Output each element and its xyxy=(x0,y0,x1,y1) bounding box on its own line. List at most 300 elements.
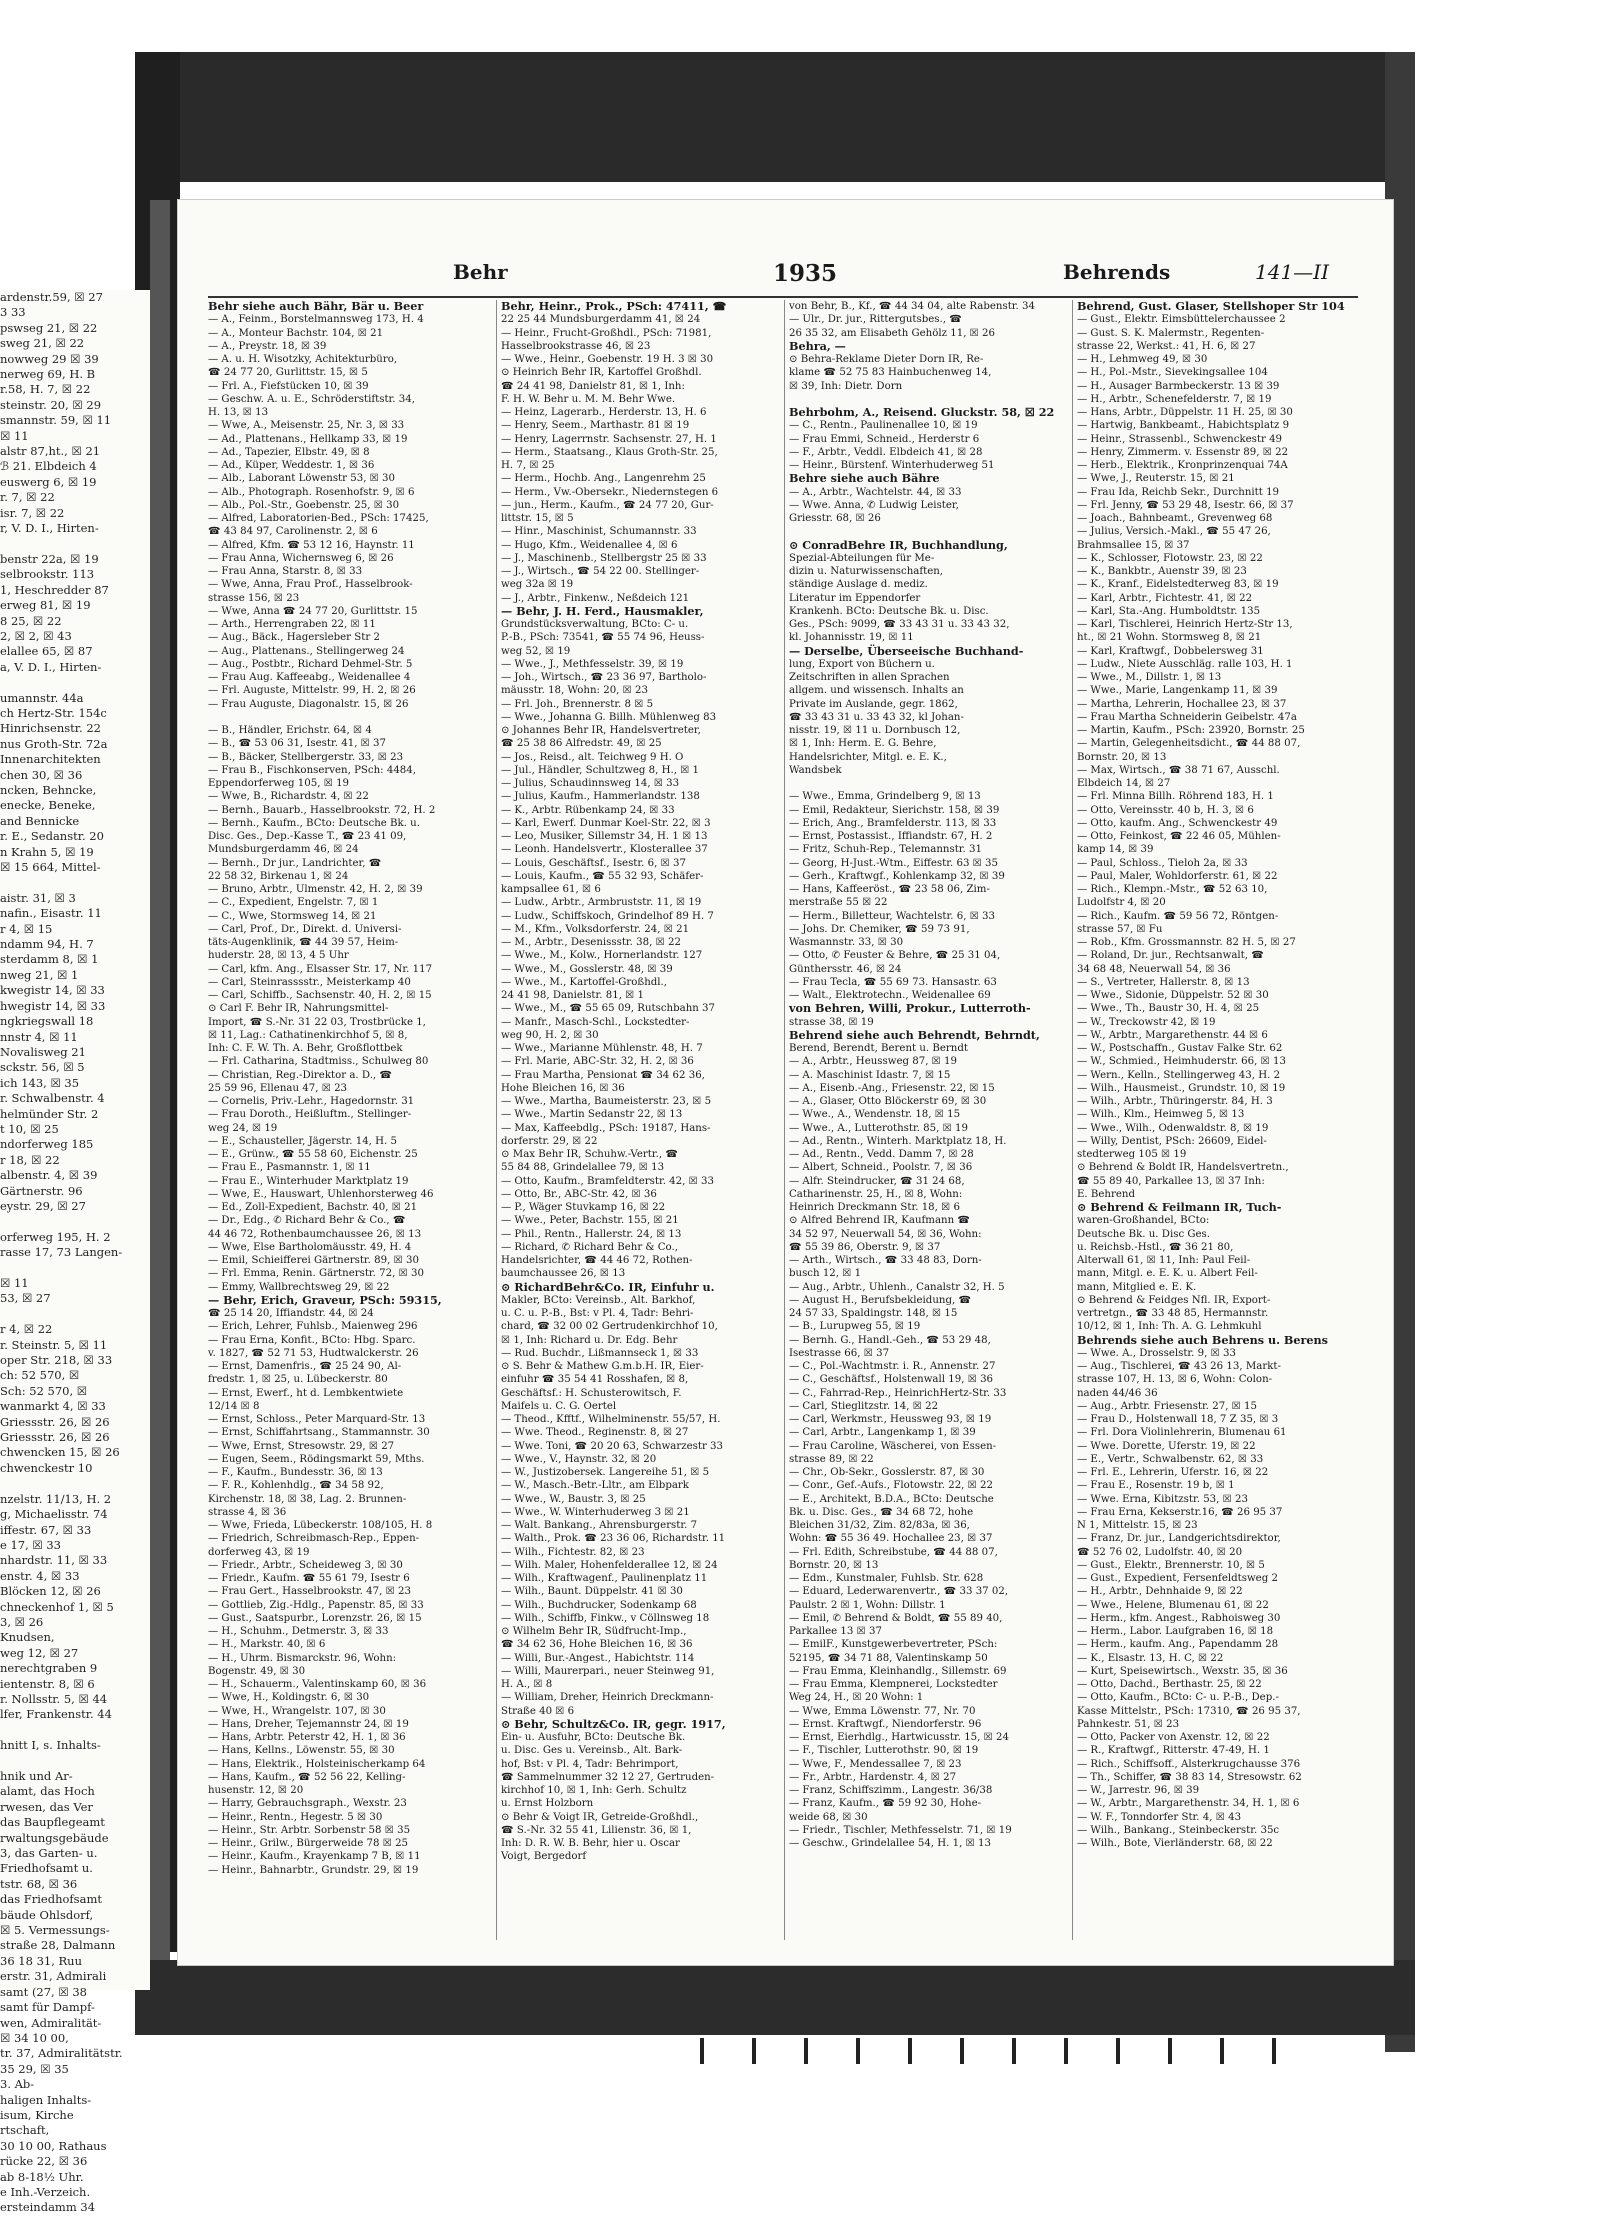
directory-entry-line: — Rud. Buchdr., Lißmannseck 1, ☒ 33 xyxy=(501,1347,699,1359)
directory-entry-line: — C., Geschäftsf., Holstenwall 19, ☒ 36 xyxy=(789,1374,994,1386)
directory-entry-line: busch 12, ☒ 1 xyxy=(789,1268,862,1280)
directory-entry-line: — Fritz, Schuh-Rep., Telemannstr. 31 xyxy=(789,844,982,856)
directory-entry-line: vertretgn., ☎ 33 48 85, Hermannstr. xyxy=(1077,1308,1269,1319)
directory-entry-line: Geschäftsf.: H. Schusterowitsch, F. xyxy=(501,1387,682,1399)
directory-entry-line: — Hans, Arbtr., Düppelstr. 11 H. 25, ☒ 30 xyxy=(1077,407,1293,418)
directory-entry-line: — W., Postschaffn., Gustav Falke Str. 62 xyxy=(1077,1043,1283,1054)
left-page-line: Griessstr. 26, ☒ 26 xyxy=(0,1414,110,1429)
directory-entry-line: — W., Arbtr., Margarethenstr. 44 ☒ 6 xyxy=(1077,1029,1268,1041)
directory-entry-line: — Gust., Elektr., Brennerstr. 10, ☒ 5 xyxy=(1077,1559,1265,1571)
directory-entry-line: — Hans, Kaffeeröst., ☎ 23 58 06, Zim- xyxy=(789,884,990,895)
directory-entry-line: — Wwe. Toni, ☎ 20 20 63, Schwarzestr 33 xyxy=(501,1440,724,1452)
directory-entry-line: — Wilh., Klm., Heimweg 5, ☒ 13 xyxy=(1077,1109,1245,1121)
directory-entry-line: — W., Jarrestr. 96, ☒ 39 xyxy=(1077,1785,1200,1796)
directory-entry-line: — E., Grünw., ☎ 55 58 60, Eichenstr. 25 xyxy=(208,1149,418,1160)
directory-entry-line: — B., Händler, Erichstr. 64, ☒ 4 xyxy=(208,725,372,736)
directory-entry-line: ⊙ Max Behr IR, Schuhw.-Vertr., ☎ xyxy=(501,1149,679,1160)
directory-entry-line: — Wwe. Erna, Kibitzstr. 53, ☒ 23 xyxy=(1077,1493,1248,1505)
directory-entry-line: — J., Wirtsch., ☎ 54 22 00. Stellinger- xyxy=(501,566,700,577)
left-page-line: Blöcken 12, ☒ 26 xyxy=(0,1584,101,1599)
directory-entry-line: — Wilh., Bankang., Steinbeckerstr. 35c xyxy=(1077,1824,1280,1836)
left-page-line: benstr 22a, ☒ 19 xyxy=(0,551,99,566)
directory-entry-line: von Behren, Willi, Prokur., Lutterroth- xyxy=(789,1001,1031,1016)
directory-entry-line: — Christian, Reg.-Direktor a. D., ☎ xyxy=(208,1069,393,1081)
left-page-line: das Friedhofsamt xyxy=(0,1892,102,1907)
directory-entry-line: Pahnkestr. 51, ☒ 23 xyxy=(1077,1718,1180,1730)
left-page-line: ncken, Behncke, xyxy=(0,783,97,797)
left-page-line: pswseg 21, ☒ 22 xyxy=(0,320,98,335)
left-page-line xyxy=(0,1307,150,1322)
directory-entry-line: — Wwe, B., Richardstr. 4, ☒ 22 xyxy=(208,791,369,803)
left-page-line: nus Groth-Str. 72a xyxy=(0,736,108,751)
left-page-line: n Krahn 5, ☒ 19 xyxy=(0,844,94,859)
directory-entry-line: — Wwe., M., Dillstr. 1, ☒ 13 xyxy=(1077,672,1222,683)
directory-entry-line: — C., Pol.-Wachtmstr. i. R., Annenstr. 27 xyxy=(789,1361,996,1372)
directory-entry-line: — B., Bäcker, Stellbergerstr. 33, ☒ 23 xyxy=(208,751,404,763)
directory-entry-line: — Otto, Feinkost, ☎ 22 46 05, Mühlen- xyxy=(1077,831,1281,842)
directory-entry-line: — F., Tischler, Lutterothstr. 90, ☒ 19 xyxy=(789,1745,979,1757)
directory-entry-line: — J., Arbtr., Finkenw., Neßdeich 121 xyxy=(501,592,690,604)
directory-entry-line: — Frau E., Winterhuder Marktplatz 19 xyxy=(208,1175,409,1187)
left-page-line: 53, ☒ 27 xyxy=(0,1291,51,1306)
directory-entry-line: — Hans, Kellns., Löwenstr. 55, ☒ 30 xyxy=(208,1745,395,1757)
left-page-line: 3, ☒ 26 xyxy=(0,1614,44,1629)
directory-entry-line: — Eduard, Lederwarenvertr., ☎ 33 37 02, xyxy=(789,1586,1009,1598)
film-sprocket-marks xyxy=(700,2038,1400,2068)
directory-entry-line: ⊙ Behr, Schultz&Co. IR, gegr. 1917, xyxy=(501,1716,726,1731)
directory-entry-line: — Otto, ✆ Feuster & Behre, ☎ 25 31 04, xyxy=(789,950,1001,962)
left-page-line: ientenstr. 8, ☒ 6 xyxy=(0,1676,95,1691)
previous-page-strip xyxy=(0,290,150,2215)
directory-entry-line: — Emil, ✆ Behrend & Boldt, ☎ 55 89 40, xyxy=(789,1612,1003,1624)
directory-entry-line: — Hartwig, Bankbeamt., Habichtsplatz 9 xyxy=(1077,420,1290,432)
directory-entry-line: täts-Augenklinik, ☎ 44 39 57, Heim- xyxy=(208,937,399,948)
left-page-line: ardenstr.59, ☒ 27 xyxy=(0,290,103,304)
directory-entry-line: — Wilh., Arbtr., Thüringerstr. 84, H. 3 xyxy=(1077,1096,1273,1107)
left-page-line: ab 8-18½ Uhr. xyxy=(0,2169,84,2184)
directory-entry-line: — Aug., Postbtr., Richard Dehmel-Str. 5 xyxy=(208,658,413,670)
directory-entry-line: Bornstr. 20, ☒ 13 xyxy=(1077,751,1167,763)
left-page-line: steinstr. 20, ☒ 29 xyxy=(0,397,102,412)
directory-entry-line: — Hugo, Kfm., Weidenallee 4, ☒ 6 xyxy=(501,539,678,551)
directory-entry-line: — Leonh. Handelsvertr., Klosterallee 37 xyxy=(501,844,708,856)
directory-entry-line: — Frl. Dora Violinlehrerin, Blumenau 61 xyxy=(1077,1427,1287,1439)
left-page-line: oper Str. 218, ☒ 33 xyxy=(0,1353,113,1368)
left-page-line: alamt, das Hoch xyxy=(0,1784,95,1799)
directory-entry-line: — Heinr., Kaufm., Krayenkamp 7 B, ☒ 11 xyxy=(208,1851,421,1863)
directory-entry-line: — William, Dreher, Heinrich Dreckmann- xyxy=(501,1692,714,1704)
directory-entry-line: — Harry, Gebrauchsgraph., Wexstr. 23 xyxy=(208,1798,407,1810)
left-page-line: haligen Inhalts- xyxy=(0,2092,92,2107)
directory-entry-line: dorferweg 43, ☒ 19 xyxy=(208,1546,310,1558)
directory-entry-line xyxy=(789,777,1067,790)
directory-entry-line: — Otto, kaufm. Ang., Schwenckestr 49 xyxy=(1077,817,1278,829)
directory-entry-line: — Franz, Dr. jur., Landgerichtsdirektor, xyxy=(1077,1533,1281,1545)
directory-entry-line: — Wilh., Bote, Vierländerstr. 68, ☒ 22 xyxy=(1077,1838,1273,1849)
directory-entry-line: Elbdeich 14, ☒ 27 xyxy=(1077,778,1171,789)
directory-entry-line: ⊙ Behrend & Boldt IR, Handelsvertretn., xyxy=(1077,1162,1289,1174)
directory-entry-line: — Rob., Kfm. Grossmannstr. 82 H. 5, ☒ 27 xyxy=(1077,937,1296,948)
directory-entry-line: — A., Feinm., Borstelmannsweg 173, H. 4 xyxy=(208,314,424,326)
column-2 xyxy=(496,300,779,1940)
directory-entry-line: Import, ☎ S.-Nr. 31 22 03, Trostbrücke 1, xyxy=(208,1016,426,1028)
directory-entry-line: — Herm., Billetteur, Wachtelstr. 6, ☒ 33 xyxy=(789,910,996,922)
directory-entry-line: — Frau Erna, Konfit., BCto: Hbg. Sparc. xyxy=(208,1334,416,1346)
directory-entry-line: — Wilh. Maler, Hohenfelderallee 12, ☒ 24 xyxy=(501,1559,718,1571)
directory-entry-line: — Cornelis, Priv.-Lehr., Hagedornstr. 31 xyxy=(208,1096,415,1107)
directory-entry-line: — Herm., Hochb. Ang., Langenrehm 25 xyxy=(501,473,706,485)
directory-entry-line: — Friedrich, Schreibmasch-Rep., Eppen- xyxy=(208,1533,420,1545)
directory-entry-line: — Otto, Kaufm., Bramfeldterstr. 42, ☒ 33 xyxy=(501,1175,714,1187)
directory-entry-line: ⊙ ConradBehre IR, Buchhandlung, xyxy=(789,537,1008,552)
directory-entry-line: H. 13, ☒ 13 xyxy=(208,407,269,418)
directory-entry-line: — Heinr., Bahnarbtr., Grundstr. 29, ☒ 19 xyxy=(208,1864,419,1876)
directory-entry-line: — Willy, Dentist, PSch: 26609, Eidel- xyxy=(1077,1135,1267,1147)
directory-entry-line: — Frau Ida, Reichb Sekr., Durchnitt 19 xyxy=(1077,486,1280,498)
directory-entry-line: — Chr., Ob-Sekr., Gosslerstr. 87, ☒ 30 xyxy=(789,1467,985,1478)
left-page-line: chneckenhof 1, ☒ 5 xyxy=(0,1599,114,1614)
directory-entry-line: Wohn: ☎ 55 36 49. Hochallee 23, ☒ 37 xyxy=(789,1533,993,1545)
left-page-line xyxy=(0,1476,150,1491)
left-page-line: nzelstr. 11/13, H. 2 xyxy=(0,1491,112,1506)
directory-entry-line: — Frl. Jenny, ☎ 53 29 48, Isestr. 66, ☒ 37 xyxy=(1077,499,1294,511)
directory-entry-line: Weg 24, H., ☒ 20 Wohn: 1 xyxy=(789,1692,924,1704)
directory-entry-line: strasse 89, ☒ 22 xyxy=(789,1453,874,1465)
directory-entry-line: — Carl, Prof., Dr., Direkt. d. Universi- xyxy=(208,923,402,935)
directory-entry-line: Zeitschriften in allen Sprachen xyxy=(789,672,950,683)
directory-entry-line: — Wwe., Emma, Grindelberg 9, ☒ 13 xyxy=(789,791,981,803)
left-page-line: smannstr. 59, ☒ 11 xyxy=(0,413,112,428)
directory-entry-line: — Alb., Pol.-Str., Goebenstr. 25, ☒ 30 xyxy=(208,499,400,511)
directory-entry-line: — A., Glaser, Otto Blöckerstr 69, ☒ 30 xyxy=(789,1096,987,1107)
directory-entry-line: ⊙ Behra-Reklame Dieter Dorn IR, Re- xyxy=(789,354,984,365)
directory-entry-line: — Bernh., Bauarb., Hasselbrookstr. 72, H. 2 xyxy=(208,804,436,816)
directory-entry-line: — Heinr., Frucht-Großhdl., PSch: 71981, xyxy=(501,327,712,339)
directory-entry-line: — Wwe., Marianne Mühlenstr. 48, H. 7 xyxy=(501,1043,703,1054)
directory-entry-line: — E., Schausteller, Jägerstr. 14, H. 5 xyxy=(208,1135,397,1147)
directory-entry-line: ☎ Sammelnummer 32 12 27, Gertruden- xyxy=(501,1771,715,1783)
directory-entry-line: F. H. W. Behr u. M. M. Behr Wwe. xyxy=(501,393,676,405)
directory-entry-line: 22 58 32, Birkenau 1, ☒ 24 xyxy=(208,870,349,882)
left-page-line: wen, Admiralität- xyxy=(0,2015,102,2030)
left-page-line: Hinrichsenstr. 22 xyxy=(0,721,101,736)
directory-entry-line: — Julius, Kaufm., Hammerlandstr. 138 xyxy=(501,791,700,803)
directory-entry-line: — Herm., Staatsang., Klaus Groth-Str. 25, xyxy=(501,446,718,458)
directory-entry-line: — Ernst, Ewerf., ht d. Lembkentwiete xyxy=(208,1387,404,1399)
directory-entry-line: E. Behrend xyxy=(1077,1188,1135,1200)
directory-entry-line: — Hans, Dreher, Tejemannstr 24, ☒ 19 xyxy=(208,1718,409,1730)
directory-entry-line: — Wwe, Else Bartholomäusstr. 49, H. 4 xyxy=(208,1241,412,1253)
directory-entry-line: — Walt., Elektrotechn., Weidenallee 69 xyxy=(789,990,991,1001)
left-page-line xyxy=(0,1214,150,1229)
column-4 xyxy=(1072,300,1355,1940)
directory-entry-line: — Ad., Rentn., Winterh. Marktplatz 18, H. xyxy=(789,1135,1007,1147)
directory-entry-line: Hasselbrookstrasse 46, ☒ 23 xyxy=(501,340,651,352)
left-page-line: Innenarchitekten xyxy=(0,752,101,767)
left-page-line: rücke 22, ☒ 36 xyxy=(0,2154,88,2169)
left-page-line: r. 7, ☒ 22 xyxy=(0,490,55,505)
directory-entry-line: Behr siehe auch Bähr, Bär u. Beer xyxy=(208,299,424,313)
directory-entry-line: — Franz, Kaufm., ☎ 59 92 30, Hohe- xyxy=(789,1798,982,1810)
left-page-line: ndamm 94, H. 7 xyxy=(0,937,94,952)
directory-entry-line: — Ernst. Kraftwgf., Niendorferstr. 96 xyxy=(789,1718,982,1730)
directory-entry-line: — Willi, Bur.-Angest., Habichtstr. 114 xyxy=(501,1652,695,1664)
directory-entry-line: — W., Treckowstr 42, ☒ 19 xyxy=(1077,1016,1216,1028)
directory-entry-line: — Heinr., Grilw., Bürgerweide 78 ☒ 25 xyxy=(208,1838,409,1849)
directory-entry-line: — Friedr., Tischler, Methfesselstr. 71, ☒ 19 xyxy=(789,1824,1012,1836)
directory-entry-line: — A., Arbtr., Wachtelstr. 44, ☒ 33 xyxy=(789,486,962,498)
directory-entry-line: — Eugen, Seem., Rödingsmarkt 59, Mths. xyxy=(208,1453,425,1465)
directory-entry-line: hof, Bst: v Pl. 4, Tadr: Behrimport, xyxy=(501,1758,679,1770)
directory-entry-line: — Frl. E., Lehrerin, Uferstr. 16, ☒ 22 xyxy=(1077,1467,1269,1478)
directory-entry-line: — Frau Anna, Starstr. 8, ☒ 33 xyxy=(208,566,363,577)
directory-entry-line: — August H., Berufsbekleidung, ☎ xyxy=(789,1294,972,1306)
left-page-line: selbrookstr. 113 xyxy=(0,567,95,582)
film-frame-bottom xyxy=(135,1960,1415,2035)
directory-entry-line: mann, Mitgl. e. E. K. u. Albert Feil- xyxy=(1077,1268,1258,1280)
directory-entry-line: — Frl. Minna Billh. Röhrend 183, H. 1 xyxy=(1077,791,1274,803)
directory-entry-line: — Ulr., Dr. jur., Rittergutsbes., ☎ xyxy=(789,314,962,326)
left-page-line: r. E., Sedanstr. 20 xyxy=(0,829,104,844)
directory-entry-line: Bleichen 31/32, Zim. 82/83a, ☒ 36, xyxy=(789,1520,970,1531)
directory-entry-line: — Frl. Emma, Renin. Gärtnerstr. 72, ☒ 30 xyxy=(208,1268,424,1280)
directory-entry-line: weide 68, ☒ 30 xyxy=(789,1811,868,1823)
directory-entry-line: Literatur im Eppendorfer xyxy=(789,592,921,604)
directory-entry-line: merstraße 55 ☒ 22 xyxy=(789,897,888,909)
directory-entry-line xyxy=(208,711,486,724)
directory-entry-line: — Henry, Seem., Marthastr. 81 ☒ 19 xyxy=(501,420,690,432)
directory-entry-line: — Aug., Plattenans., Stellingerweg 24 xyxy=(208,645,405,657)
left-page-line: erstr. 31, Admirali xyxy=(0,1969,107,1984)
directory-entry-line: — Wwe, Ernst, Stresowstr. 29, ☒ 27 xyxy=(208,1440,395,1452)
directory-entry-line: — Gust. S. K. Malermstr., Regenten- xyxy=(1077,327,1265,339)
directory-entry-line: — Albert, Schneid., Poolstr. 7, ☒ 36 xyxy=(789,1162,973,1174)
header-year: 1935 xyxy=(773,260,838,287)
left-page-line: ℬ 21. Elbdeich 4 xyxy=(0,459,97,474)
left-page-line: ich 143, ☒ 35 xyxy=(0,1075,80,1090)
directory-entry-line: Kirchenstr. 18, ☒ 38, Lag. 2. Brunnen- xyxy=(208,1493,407,1505)
left-page-line: straße 28, Dalmann xyxy=(0,1938,116,1953)
directory-entry-line: Bornstr. 20, ☒ 13 xyxy=(789,1559,879,1571)
directory-entry-line: u. Reichsb.-Hstl., ☎ 36 21 80, xyxy=(1077,1241,1234,1253)
directory-entry-line: — Wwe., A., Wendenstr. 18, ☒ 15 xyxy=(789,1109,961,1121)
directory-entry-line: — Louis, Kaufm., ☎ 55 32 93, Schäfer- xyxy=(501,870,704,882)
left-page-line xyxy=(0,675,150,690)
directory-entry-line: Paulstr. 2 ☒ 1, Wohn: Dillstr. 1 xyxy=(789,1599,946,1611)
directory-entry-line: Behra, — xyxy=(789,338,846,353)
directory-entry-line: — C., Rentn., Paulinenallee 10, ☒ 19 xyxy=(789,420,978,432)
directory-entry-line: ⊙ Alfred Behrend IR, Kaufmann ☎ xyxy=(789,1215,971,1227)
left-page-line: nerweg 69, H. B xyxy=(0,367,96,382)
directory-entry-line: ☎ 43 84 97, Carolinenstr. 2, ☒ 6 xyxy=(208,526,378,538)
directory-entry-line: — E., Architekt, B.D.A., BCto: Deutsche xyxy=(789,1493,994,1505)
directory-entry-line: — Wwe., M., Kolw., Hornerlandstr. 127 xyxy=(501,950,703,962)
directory-entry-line: — Wwe., Peter, Bachstr. 155, ☒ 21 xyxy=(501,1215,679,1227)
directory-entry-line: lung, Export von Büchern u. xyxy=(789,658,935,670)
directory-entry-line: — H., Lehmweg 49, ☒ 30 xyxy=(1077,354,1208,365)
directory-entry-line: — W., Masch.-Betr.-Lltr., am Elbpark xyxy=(501,1480,689,1492)
directory-entry-line: — Julius, Schaudinnsweg 14, ☒ 33 xyxy=(501,778,680,789)
directory-entry-line: — Aug., Bäck., Hagersleber Str 2 xyxy=(208,632,380,644)
directory-entry-line: — Leo, Musiker, Sillemstr 34, H. 1 ☒ 13 xyxy=(501,831,708,842)
directory-entry-line: — Rich., Klempn.-Mstr., ☎ 52 63 10, xyxy=(1077,884,1268,895)
directory-entry-line: ☒ 11, Lag.: Cathatinenkirchhof 5, ☒ 8, xyxy=(208,1029,408,1041)
directory-entry-line: Mundsburgerdamm 46, ☒ 24 xyxy=(208,844,359,856)
left-page-line: rwesen, das Ver xyxy=(0,1799,93,1814)
directory-entry-line: — S., Vertreter, Hallerstr. 8, ☒ 13 xyxy=(1077,976,1250,988)
directory-entry-line: — Friedr., Kaufm. ☎ 55 61 79, Isestr 6 xyxy=(208,1573,410,1584)
directory-entry-line: — H., Schuhm., Detmerstr. 3, ☒ 33 xyxy=(208,1626,389,1637)
directory-entry-line: ☎ 52 76 02, Ludolfstr. 40, ☒ 20 xyxy=(1077,1546,1243,1558)
directory-entry-line: — Heinr., Bürstenf. Winterhuderweg 51 xyxy=(789,460,995,471)
directory-entry-line: — Herm., Vw.-Obersekr., Niedernstegen 6 xyxy=(501,486,719,498)
directory-entry-line: — Wwe, E., Hauswart, Uhlenhorsterweg 46 xyxy=(208,1188,434,1200)
directory-entry-line: — Alfred, Kfm. ☎ 53 12 16, Haynstr. 11 xyxy=(208,539,415,551)
directory-entry-line: — Karl, Ewerf. Dunmar Koel-Str. 22, ☒ 3 xyxy=(501,817,711,829)
directory-entry-line: — Ludw., Niete Ausschläg. ralle 103, H. 1 xyxy=(1077,658,1293,670)
directory-entry-line: ⊙ Carl F. Behr IR, Nahrungsmittel- xyxy=(208,1003,389,1015)
left-page-line: 8 25, ☒ 22 xyxy=(0,613,62,628)
left-page-line: kwegistr 14, ☒ 33 xyxy=(0,983,105,998)
directory-entry-line: — Wwe. A., Drosselstr. 9, ☒ 33 xyxy=(1077,1347,1236,1359)
left-page-line: erweg 81, ☒ 19 xyxy=(0,598,91,613)
directory-entry-line: 24 41 98, Danielstr. 81, ☒ 1 xyxy=(501,990,645,1001)
directory-entry-line: — F., Kaufm., Bundesstr. 36, ☒ 13 xyxy=(208,1467,383,1478)
directory-entry-line: — Wwe., Wilh., Odenwaldstr. 8, ☒ 19 xyxy=(1077,1122,1269,1134)
directory-entry-line: — A., Preystr. 18, ☒ 39 xyxy=(208,340,327,352)
directory-entry-line: — K., Schlosser, Flotowstr. 23, ☒ 22 xyxy=(1077,552,1263,564)
directory-entry-line: — Wwe., Th., Baustr 30, H. 4, ☒ 25 xyxy=(1077,1003,1260,1015)
left-page-line: e Inh.-Verzeich. xyxy=(0,2184,91,2199)
directory-entry-line: Ges., PSch: 9099, ☎ 33 43 31 u. 33 43 32, xyxy=(789,619,1010,630)
directory-entry-line: — Walth., Prok. ☎ 23 36 06, Richardstr. 11 xyxy=(501,1533,726,1545)
left-page-line: elallee 65, ☒ 87 xyxy=(0,644,93,659)
directory-entry-line: nisstr. 19, ☒ 11 u. Dornbusch 12, xyxy=(789,725,961,736)
directory-entry-line: mäusstr. 18, Wohn: 20, ☒ 23 xyxy=(501,685,648,697)
directory-entry-line: — Behr, Erich, Graveur, PSch: 59315, xyxy=(208,1292,442,1307)
directory-entry-line: ☎ 24 41 98, Danielstr 81, ☒ 1, Inh: xyxy=(501,380,685,392)
directory-entry-line: — Otto, Br., ABC-Str. 42, ☒ 36 xyxy=(501,1188,657,1200)
left-page-line xyxy=(0,1723,150,1738)
left-page-line: tstr. 68, ☒ 36 xyxy=(0,1876,78,1891)
directory-entry-line: Eppendorferweg 105, ☒ 19 xyxy=(208,778,350,789)
directory-entry-line: ⊙ Behr & Voigt IR, Getreide-Großhdl., xyxy=(501,1811,699,1823)
directory-entry-line: — Hans, Kaufm., ☎ 52 56 22, Kelling- xyxy=(208,1771,406,1783)
directory-entry-line: — Otto, Kaufm., BCto: C- u. P.-B., Dep.- xyxy=(1077,1692,1279,1704)
left-page-line: albenstr. 4, ☒ 39 xyxy=(0,1168,98,1183)
directory-entry-line: — Dr., Edg., ✆ Richard Behr & Co., ☎ xyxy=(208,1215,406,1227)
directory-entry-line: — H., Ausager Barmbeckerstr. 13 ☒ 39 xyxy=(1077,380,1280,392)
directory-entry-line: allgem. und wissensch. Inhalts an xyxy=(789,685,964,697)
directory-entry-line: — Wwe, A., Meisenstr. 25, Nr. 3, ☒ 33 xyxy=(208,420,405,432)
directory-entry-line: — Wwe, H., Koldingstr. 6, ☒ 30 xyxy=(208,1692,370,1704)
directory-entry-line: — Frau Anna, Wichernsweg 6, ☒ 26 xyxy=(208,552,394,564)
directory-entry-line: — Max, Wirtsch., ☎ 38 71 67, Ausschl. xyxy=(1077,764,1280,776)
left-page-line: g, Michaelisstr. 74 xyxy=(0,1507,108,1522)
directory-entry-line: — R., Kraftwgf., Ritterstr. 47-49, H. 1 xyxy=(1077,1745,1270,1757)
directory-entry-line: — C., Expedient, Engelstr. 7, ☒ 1 xyxy=(208,897,379,909)
directory-entry-line: — Rich., Schiffsoff., Alsterkrugchausse 376 xyxy=(1077,1758,1301,1770)
directory-entry-line: H. A., ☒ 8 xyxy=(501,1679,553,1690)
directory-entry-line: — Herm., kfm. Angest., Rabhoisweg 30 xyxy=(1077,1612,1281,1624)
directory-entry-line: u. Ernst Holzborn xyxy=(501,1798,594,1810)
left-page-line: chwencken 15, ☒ 26 xyxy=(0,1445,120,1460)
left-page-line: chwenckestr 10 xyxy=(0,1460,93,1475)
left-page-line xyxy=(0,1754,150,1769)
directory-entry-line: waren-Großhandel, BCto: xyxy=(1077,1215,1210,1227)
directory-entry-line: — J., Maschinenb., Stellbergstr 25 ☒ 33 xyxy=(501,552,707,564)
directory-entry-line: — Frau Martha Schneiderin Geibelstr. 47a xyxy=(1077,711,1297,723)
directory-entry-line: — Aug., Tischlerei, ☎ 43 26 13, Markt- xyxy=(1077,1361,1281,1372)
directory-entry-line: — Wwe, Emma Löwenstr. 77, Nr. 70 xyxy=(789,1705,976,1717)
directory-entry-line: — Emmy, Wallbrechtsweg 29, ☒ 22 xyxy=(208,1281,390,1293)
directory-entry-line: — Heinr., Rentn., Hegestr. 5 ☒ 30 xyxy=(208,1811,383,1823)
directory-entry-line: weg 32a ☒ 19 xyxy=(501,579,574,591)
directory-entry-line: — Richard, ✆ Richard Behr & Co., xyxy=(501,1241,678,1253)
directory-entry-line: ⊙ Behrend & Feilmann IR, Tuch- xyxy=(1077,1200,1282,1214)
column-1 xyxy=(208,300,486,1940)
directory-entry-line: ⊙ Johannes Behr IR, Handelsvertreter, xyxy=(501,725,701,736)
directory-entry-line: fredstr. 1, ☒ 25, u. Lübeckerstr. 80 xyxy=(208,1374,388,1386)
page-header xyxy=(208,260,1358,290)
directory-entry-line: — Edm., Kunstmaler, Fuhlsb. Str. 628 xyxy=(789,1573,984,1584)
left-page-line: hnik und Ar- xyxy=(0,1769,73,1783)
directory-entry-line: — Frau E., Pasmannstr. 1, ☒ 11 xyxy=(208,1162,371,1174)
directory-entry-line: — Wern., Kelln., Stellingerweg 43, H. 2 xyxy=(1077,1069,1281,1081)
left-page-line: nafin., Eisastr. 11 xyxy=(0,906,102,921)
directory-entry-line: — Ad., Tapezier, Elbstr. 49, ☒ 8 xyxy=(208,446,370,458)
directory-entry-line: — Julius, Versich.-Makl., ☎ 55 47 26, xyxy=(1077,526,1271,538)
directory-entry-line: — A., Arbtr., Heussweg 87, ☒ 19 xyxy=(789,1056,958,1068)
directory-entry-line: — Erich, Lehrer, Fuhlsb., Maienweg 296 xyxy=(208,1321,418,1333)
directory-entry-line: — Ludw., Schiffskoch, Grindelhof 89 H. 7 xyxy=(501,910,714,922)
directory-entry-line: — Arth., Herrengraben 22, ☒ 11 xyxy=(208,619,376,630)
directory-entry-line: Behrbohm, A., Reisend. Gluckstr. 58, ☒ 22 xyxy=(789,405,1055,419)
directory-entry-line: Behre siehe auch Bähre xyxy=(789,471,940,486)
left-page-line: ch Hertz-Str. 154c xyxy=(0,705,107,720)
directory-entry-line: ☎ S.-Nr. 32 55 41, Lilienstr. 36, ☒ 1, xyxy=(501,1824,692,1836)
directory-entry-line: — Carl, Arbtr., Langenkamp 1, ☒ 39 xyxy=(789,1427,976,1439)
directory-entry-line: huderstr. 28, ☒ 13, 4 5 Uhr xyxy=(208,950,349,962)
directory-entry-line: — Alfred, Laboratorien-Bed., PSch: 17425, xyxy=(208,513,429,524)
column-3 xyxy=(784,300,1067,1940)
left-page-line: r, V. D. I., Hirten- xyxy=(0,521,99,536)
directory-entry-line: — Carl, Stieglitzstr. 14, ☒ 22 xyxy=(789,1400,939,1412)
left-page-line: r 18, ☒ 22 xyxy=(0,1152,60,1167)
directory-entry-line: — Aug., Arbtr., Uhlenh., Canalstr 32, H. 5 xyxy=(789,1281,1005,1293)
directory-entry-line: Isestrasse 66, ☒ 37 xyxy=(789,1347,890,1359)
directory-entry-line: — Wwe. Dorette, Uferstr. 19, ☒ 22 xyxy=(1077,1440,1256,1452)
left-page-line: euswerg 6, ☒ 19 xyxy=(0,474,97,489)
directory-entry-line: dorferstr. 29, ☒ 22 xyxy=(501,1135,598,1147)
left-page-line: t 10, ☒ 25 xyxy=(0,1121,59,1136)
directory-entry-line: — Hans, Arbtr. Peterstr 42, H. 1, ☒ 36 xyxy=(208,1732,406,1743)
left-page-line: lfer, Frankenstr. 44 xyxy=(0,1707,112,1722)
directory-entry-line: — Emil, Redakteur, Sierichstr. 158, ☒ 39 xyxy=(789,804,1000,816)
directory-entry-line: — Rich., Kaufm. ☎ 59 56 72, Röntgen- xyxy=(1077,910,1279,922)
directory-entry-line: — Wwe., Helene, Blumenau 61, ☒ 22 xyxy=(1077,1599,1269,1611)
directory-entry-line: — Karl, Sta.-Ang. Humboldtstr. 135 xyxy=(1077,605,1261,617)
directory-entry-line: — W., Justizobersek. Langereihe 51, ☒ 5 xyxy=(501,1467,710,1478)
directory-entry-line: Voigt, Bergedorf xyxy=(501,1851,587,1863)
directory-entry-line: — Hinr., Maschinist, Schumannstr. 33 xyxy=(501,526,697,538)
directory-entry-line: chard, ☎ 32 00 02 Gertrudenkirchhof 10, xyxy=(501,1321,718,1333)
left-page-line: 36 18 31, Ruu xyxy=(0,1953,82,1968)
directory-entry-line: — H., Uhrm. Bismarckstr. 96, Wohn: xyxy=(208,1652,397,1664)
directory-entry-line: — Derselbe, Überseeische Buchhand- xyxy=(789,643,1024,658)
directory-entry-line: — Ad., Rentn., Vedd. Damm 7, ☒ 28 xyxy=(789,1149,974,1160)
directory-entry-line: 26 35 32, am Elisabeth Gehölz 11, ☒ 26 xyxy=(789,327,996,339)
